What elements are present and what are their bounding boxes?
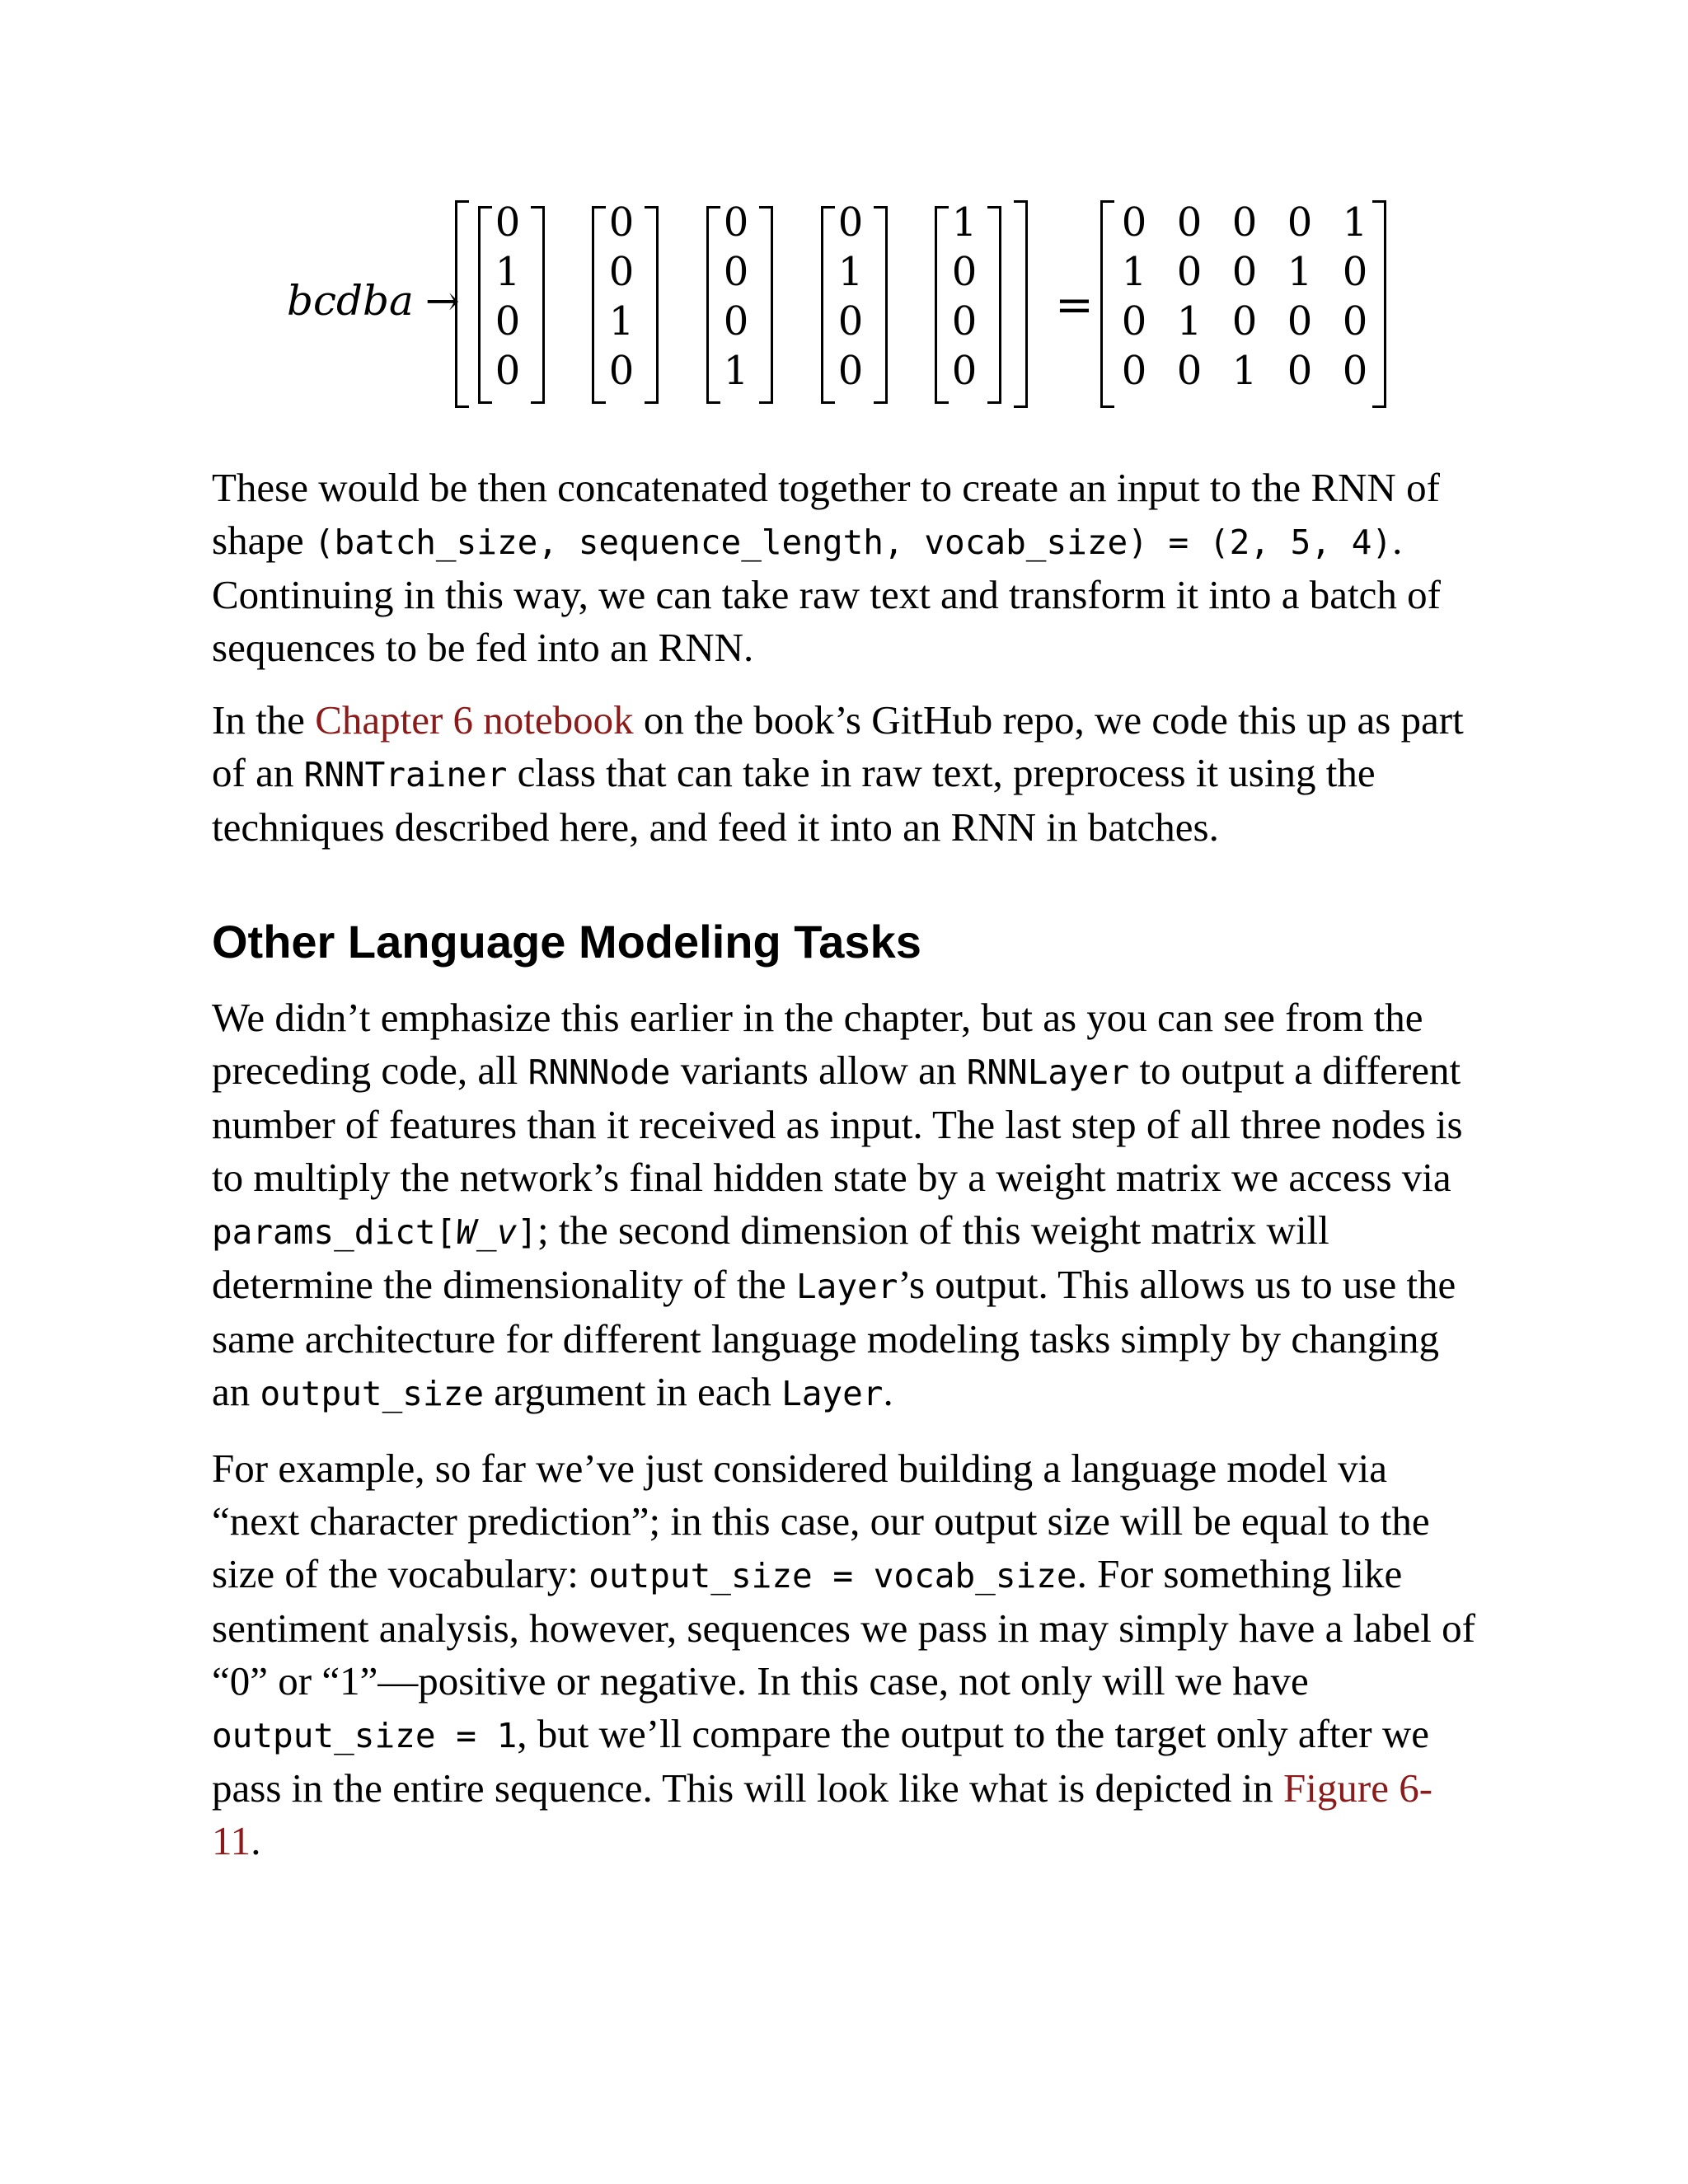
vector-entry: 1 <box>837 249 864 295</box>
section-heading: Other Language Modeling Tasks <box>212 916 921 968</box>
paragraph-output-features <box>212 991 1481 1420</box>
text: For example, so far we’ve just considered building a language model via “next character prediction”; in this case, our output size will be equal to the size of the vocabulary: <box>212 1446 1430 1596</box>
figure-6-11-link[interactable]: Figure 6-11 <box>212 1765 1433 1863</box>
text: . <box>251 1818 261 1863</box>
inline-code: RNNTrainer <box>303 755 508 794</box>
vector-entry: 0 <box>495 298 521 344</box>
vector-entry: 0 <box>495 199 521 246</box>
vector-entry: 0 <box>608 199 635 246</box>
vector-right-bracket <box>874 206 888 404</box>
text: We didn’t emphasize this earlier in the chapter, but as you can see from the preceding code, all <box>212 995 1423 1093</box>
vector-right-bracket <box>759 206 773 404</box>
text: . <box>883 1369 893 1414</box>
matrix-entry: 1 <box>1176 298 1203 344</box>
inline-code: output_size <box>260 1374 485 1413</box>
inline-code: Layer <box>781 1374 884 1413</box>
equals-sign: = <box>1055 279 1094 332</box>
code-part: W_v <box>456 1212 518 1252</box>
text: In the <box>212 697 316 743</box>
matrix-entry: 1 <box>1287 249 1313 295</box>
vector-entry: 0 <box>723 199 749 246</box>
matrix-entry: 0 <box>1176 199 1203 246</box>
outer-left-bracket <box>455 200 469 408</box>
outer-right-bracket <box>1014 200 1028 408</box>
paragraph-sentiment <box>212 1442 1481 1868</box>
equation-lhs <box>287 277 460 325</box>
inline-code: Layer <box>795 1267 898 1306</box>
paragraph-concatenation <box>212 462 1481 674</box>
matrix-entry: 0 <box>1287 298 1313 344</box>
text: ; the second dimension of this weight matrix will determine the dimensionality of the <box>212 1207 1329 1307</box>
one-hot-equation <box>272 188 1426 419</box>
inline-code: RNNNode <box>528 1052 671 1092</box>
matrix-entry: 0 <box>1176 348 1203 394</box>
vector-entry: 0 <box>837 298 864 344</box>
matrix-entry: 0 <box>1176 249 1203 295</box>
inline-code: output_size = vocab_size <box>588 1556 1077 1596</box>
vector-entry: 0 <box>608 249 635 295</box>
vector-entry: 1 <box>608 298 635 344</box>
text: These would be then concatenated together to create an input to the RNN of shape <box>212 465 1440 563</box>
code-part: params_dict[ <box>212 1212 457 1252</box>
vector-entry: 0 <box>951 298 978 344</box>
vector-entry: 1 <box>495 249 521 295</box>
vector-entry: 0 <box>495 348 521 394</box>
vector-entry: 0 <box>608 348 635 394</box>
matrix-entry: 0 <box>1287 199 1313 246</box>
vector-right-bracket <box>987 206 1001 404</box>
vector-entry: 1 <box>951 199 978 246</box>
vector-right-bracket <box>531 206 545 404</box>
text: ’s output. This allows us to use the same architecture for different language modeling tasks simply by changing an <box>212 1262 1456 1414</box>
vector-right-bracket <box>645 206 659 404</box>
matrix-entry: 0 <box>1121 199 1147 246</box>
matrix-entry: 0 <box>1231 249 1258 295</box>
code-part: ] <box>517 1212 537 1252</box>
text: on the book’s GitHub repo, we code this up as part of an <box>212 697 1464 795</box>
matrix-entry: 1 <box>1342 199 1368 246</box>
arrow-icon: → <box>424 277 460 325</box>
matrix-entry: 0 <box>1287 348 1313 394</box>
inline-code: (batch_size, sequence_length, vocab_size) = (2, 5, 4) <box>313 523 1393 562</box>
chapter-6-notebook-link[interactable]: Chapter 6 notebook <box>315 697 634 743</box>
text: to output a different number of features than it received as input. The last step of all three nodes is to multiply the network’s final hidden state by a weight matrix we access via <box>212 1047 1463 1200</box>
vector-entry: 0 <box>723 249 749 295</box>
text: argument in each <box>484 1369 782 1414</box>
inline-code: RNNLayer <box>966 1052 1130 1092</box>
vector-entry: 0 <box>951 249 978 295</box>
vector-entry: 0 <box>837 348 864 394</box>
inline-code <box>212 1212 537 1252</box>
text: , but we’ll compare the output to the target only after we pass in the entire sequence. This will look like what is depicted in <box>212 1711 1429 1811</box>
text: . For something like sentiment analysis, however, sequences we pass in may simply have a label of “0” or “1”—positive or negative. In this case, not only will we have <box>212 1551 1475 1704</box>
vector-entry: 1 <box>723 348 749 394</box>
matrix-entry: 0 <box>1342 348 1368 394</box>
vector-entry: 0 <box>837 199 864 246</box>
matrix-entry: 0 <box>1231 298 1258 344</box>
inline-code: output_size = 1 <box>212 1716 518 1755</box>
text: variants allow an <box>670 1047 967 1093</box>
matrix-entry: 1 <box>1231 348 1258 394</box>
text: . Continuing in this way, we can take raw text and transform it into a batch of sequences to be fed into an RNN. <box>212 518 1441 670</box>
vector-entry: 0 <box>723 298 749 344</box>
matrix-entry: 0 <box>1121 348 1147 394</box>
matrix-entry: 0 <box>1342 298 1368 344</box>
text: class that can take in raw text, preprocess it using the techniques described here, and feed it into an RNN in batches. <box>212 750 1376 850</box>
equation-sequence: bcdba <box>287 277 414 325</box>
matrix-entry: 0 <box>1121 298 1147 344</box>
matrix-entry: 0 <box>1231 199 1258 246</box>
paragraph-notebook <box>212 694 1481 854</box>
matrix-entry: 1 <box>1121 249 1147 295</box>
vector-entry: 0 <box>951 348 978 394</box>
matrix-entry: 0 <box>1342 249 1368 295</box>
